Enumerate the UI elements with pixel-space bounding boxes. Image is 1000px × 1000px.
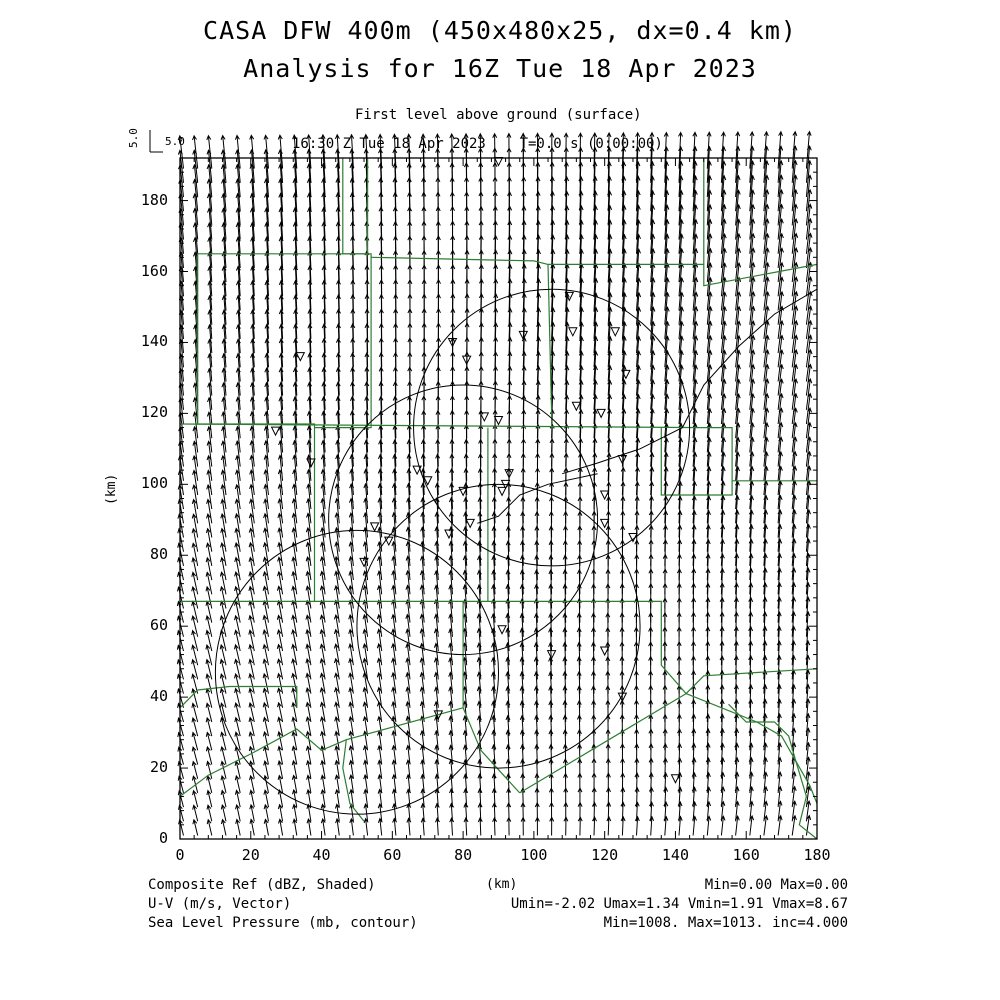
x-tick-label: 60 xyxy=(383,846,402,864)
vector-scale-key xyxy=(150,130,163,152)
y-axis-label: (km) xyxy=(104,473,119,505)
wind-vector xyxy=(450,818,454,835)
chart-title: CASA DFW 400m (450x480x25, dx=0.4 km) xyxy=(203,16,797,45)
wind-vector xyxy=(492,803,496,821)
x-tick-label: 40 xyxy=(312,846,331,864)
wind-vector xyxy=(221,820,226,836)
y-tick-label: 160 xyxy=(140,261,168,280)
footer-vector-label: U-V (m/s, Vector) xyxy=(148,896,292,912)
level-label: First level above ground (surface) xyxy=(355,107,642,123)
radar-range-ring xyxy=(215,530,498,814)
station-marker xyxy=(601,491,609,499)
y-tick-label: 60 xyxy=(149,616,168,635)
x-tick-label: 180 xyxy=(803,846,831,864)
valid-time-label: 16:30 Z Tue 18 Apr 2023 T=0.0 s (0:00:00) xyxy=(292,136,663,152)
station-marker xyxy=(385,537,393,545)
station-marker xyxy=(572,402,580,410)
wind-vector xyxy=(207,820,212,836)
vector-scale-label: 5.0 xyxy=(165,135,185,148)
station-markers xyxy=(272,158,680,783)
station-marker xyxy=(597,409,605,417)
x-tick-label: 100 xyxy=(520,846,548,864)
county-boundary xyxy=(729,704,818,839)
wind-vector xyxy=(293,805,297,822)
chart-title-analysis: Analysis for 16Z Tue 18 Apr 2023 xyxy=(243,54,757,83)
station-marker xyxy=(495,416,503,424)
county-boundary xyxy=(463,601,520,793)
county-boundary xyxy=(180,428,488,602)
wind-vector xyxy=(264,790,269,807)
wind-vector xyxy=(621,817,625,836)
footer-vector-range: Umin=-2.02 Umax=1.34 Vmin=1.91 Vmax=8.67 xyxy=(510,896,848,912)
y-tick-label: 180 xyxy=(140,190,168,209)
station-marker xyxy=(480,413,488,421)
wind-vector xyxy=(179,820,184,836)
wind-vector xyxy=(264,805,268,822)
wind-vector xyxy=(292,776,297,793)
station-marker xyxy=(498,626,506,634)
vector-scale-arrow xyxy=(150,130,163,152)
county-boundary xyxy=(704,158,817,286)
wind-vector xyxy=(650,817,654,836)
wind-vector xyxy=(221,805,226,821)
wind-vector xyxy=(221,791,226,808)
county-boundary xyxy=(315,158,372,428)
footer-contour-label: Sea Level Pressure (mb, contour) xyxy=(148,915,418,931)
wind-vector xyxy=(179,805,184,821)
wind-vector xyxy=(336,819,340,836)
county-boundary xyxy=(520,694,686,793)
wind-vector xyxy=(436,818,440,835)
x-axis-label: (km) xyxy=(486,877,518,892)
wind-vector xyxy=(607,817,611,836)
wind-vectors xyxy=(177,132,812,836)
wind-vector xyxy=(307,805,311,822)
wind-vector xyxy=(464,818,468,836)
wind-vector xyxy=(278,805,282,822)
y-tick-label: 80 xyxy=(149,545,168,564)
y-tick-label: 40 xyxy=(149,687,168,706)
wind-vector xyxy=(236,805,241,821)
x-tick-label: 20 xyxy=(241,846,260,864)
wind-vector xyxy=(293,819,297,835)
wind-vector xyxy=(236,820,241,836)
y-tick-label: 20 xyxy=(149,758,168,777)
station-marker xyxy=(371,523,379,531)
footer-shading-range: Min=0.00 Max=0.00 xyxy=(704,877,848,893)
station-marker xyxy=(569,328,577,336)
wind-vector xyxy=(635,817,639,836)
y-tick-label: 120 xyxy=(140,403,168,422)
x-tick-label: 0 xyxy=(175,846,185,864)
station-marker xyxy=(466,519,474,527)
wind-vector xyxy=(264,819,268,835)
x-tick-label: 160 xyxy=(732,846,760,864)
station-marker xyxy=(498,487,506,495)
x-tick-label: 140 xyxy=(661,846,689,864)
x-tick-label: 120 xyxy=(591,846,619,864)
vector-scale-rotated-label: 5.0 xyxy=(127,128,140,148)
wind-vector xyxy=(207,805,212,821)
wind-vector xyxy=(250,776,255,793)
footer-shading-label: Composite Ref (dBZ, Shaded) xyxy=(148,877,376,893)
county-boundary xyxy=(700,428,817,481)
wind-vector xyxy=(307,819,311,835)
x-tick-label: 80 xyxy=(454,846,473,864)
county-boundary xyxy=(343,740,364,822)
y-tick-label: 100 xyxy=(140,474,168,493)
station-marker xyxy=(601,519,609,527)
wind-vector xyxy=(279,819,283,835)
station-marker xyxy=(272,427,280,435)
station-marker xyxy=(611,328,619,336)
wind-vector xyxy=(193,805,198,821)
wind-vector xyxy=(193,820,198,836)
wind-vector xyxy=(235,790,240,807)
wind-vector xyxy=(264,776,269,793)
y-tick-label: 140 xyxy=(140,332,168,351)
wind-vector xyxy=(250,790,255,807)
y-tick-label: 0 xyxy=(158,829,168,847)
footer-contour-range: Min=1008. Max=1013. inc=4.000 xyxy=(603,915,848,931)
wind-vector xyxy=(250,805,255,821)
radar-range-rings xyxy=(215,289,817,814)
